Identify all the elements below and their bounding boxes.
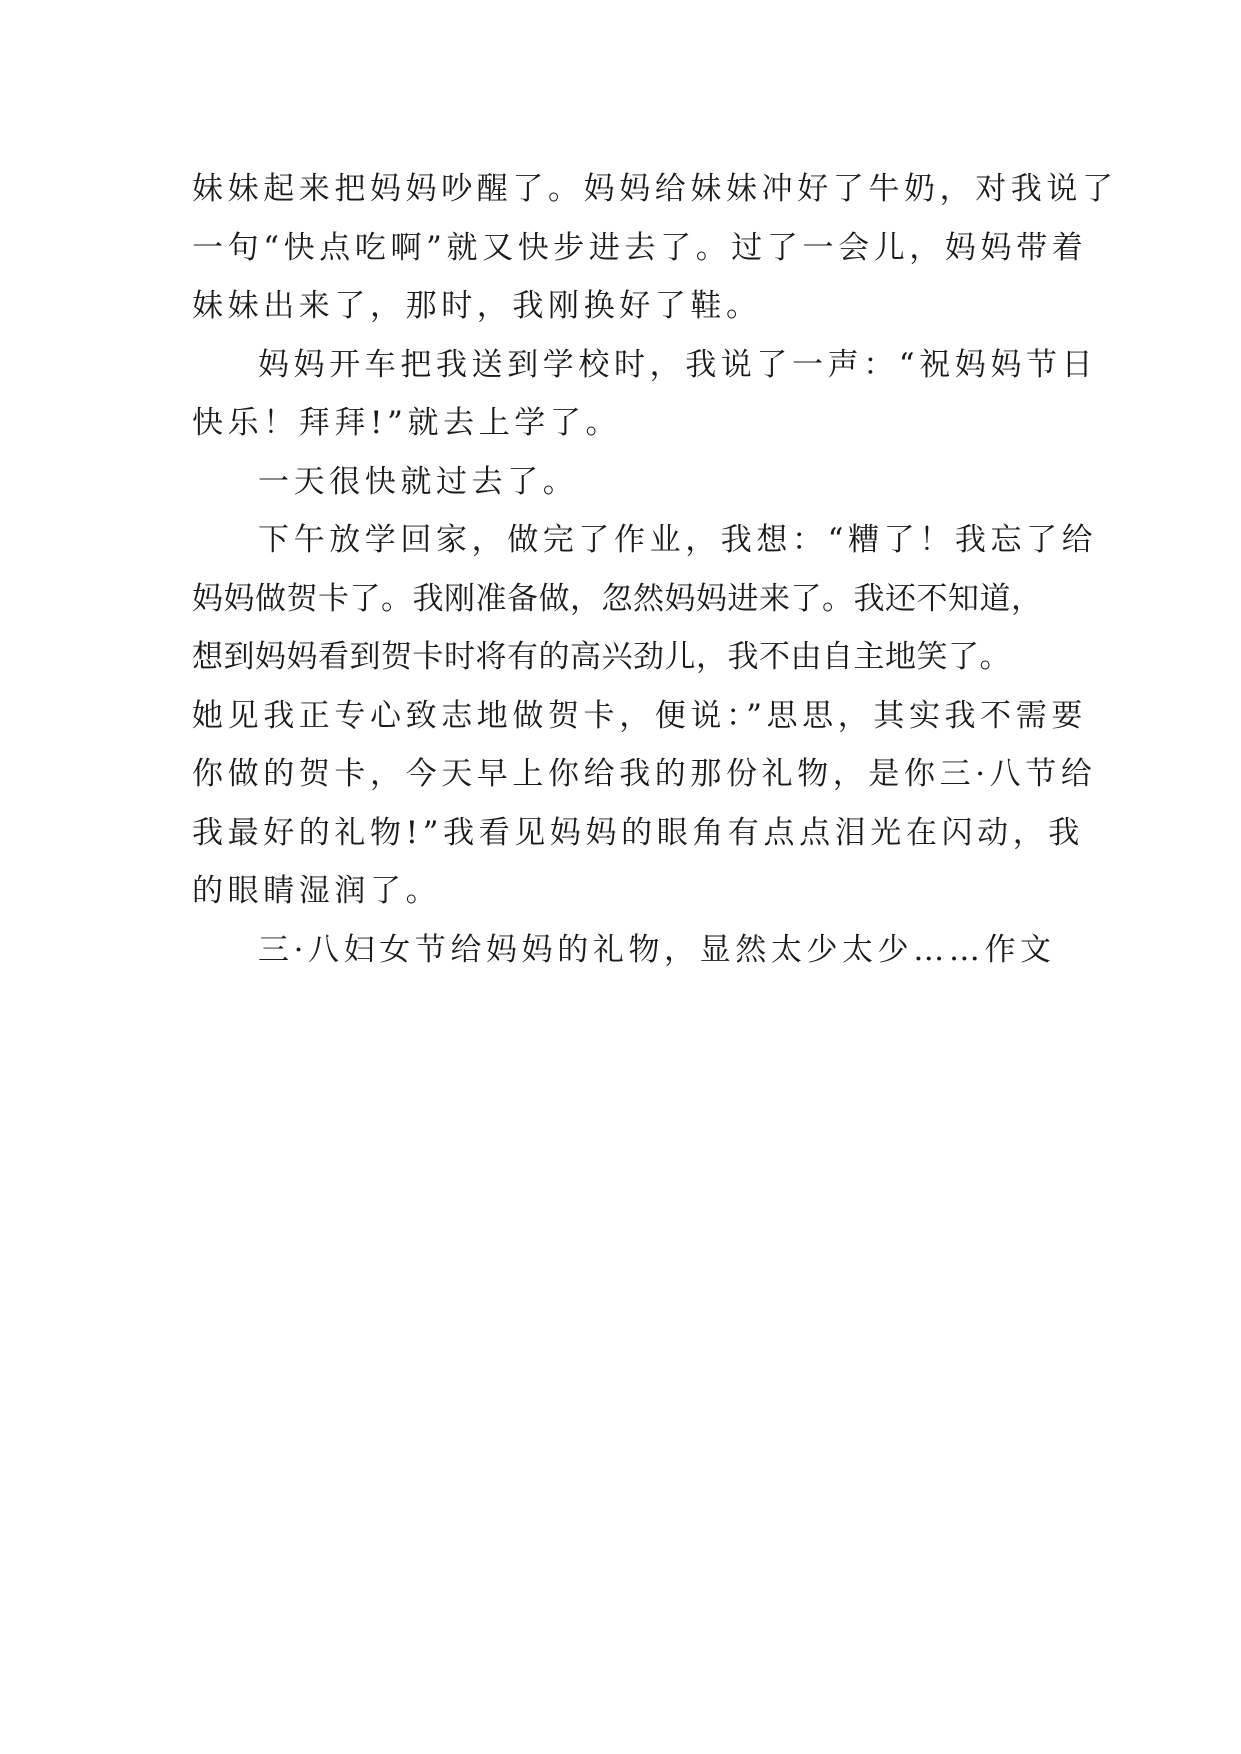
text-line-1: 妹妹起来把妈妈吵醒了。妈妈给妹妹冲好了牛奶，对我说了 [192,171,1118,207]
paragraph-start-line-14: 三·八妇女节给妈妈的礼物，显然太少太少……作文 [258,931,1056,968]
text-line-3: 妹妹出来了，那时，我刚换好了鞋。 [192,288,762,324]
text-line-10: 她见我正专心致志地做贺卡，便说：”思思，其实我不需要 [192,697,1087,734]
paragraph-start-line-4: 妈妈开车把我送到学校时，我说了一声：“祝妈妈节日 [258,346,1098,383]
text-line-8: 妈妈做贺卡了。我刚准备做，忽然妈妈进来了。我还不知道， [192,580,1043,617]
text-line-9: 想到妈妈看到贺卡时将有的高兴劲儿，我不由自主地笑了。 [192,639,1011,675]
paragraph-start-line-7: 下午放学回家，做完了作业，我想：“糟了！我忘了给 [258,522,1098,558]
text-line-5: 快乐！拜拜!”就去上学了。 [192,405,622,441]
essay-body [192,160,1118,979]
text-line-12: 我最好的礼物!”我看见妈妈的眼角有点点泪光在闪动，我 [192,814,1084,851]
text-line-11: 你做的贺卡，今天早上你给我的那份礼物，是你三·八节给 [192,756,1097,792]
text-line-13: 的眼睛湿润了。 [192,873,442,909]
paragraph-start-line-6: 一天很快就过去了。 [258,463,579,500]
text-line-2: 一句“快点吃啊”就又快步进去了。过了一会儿，妈妈带着 [192,229,1088,266]
